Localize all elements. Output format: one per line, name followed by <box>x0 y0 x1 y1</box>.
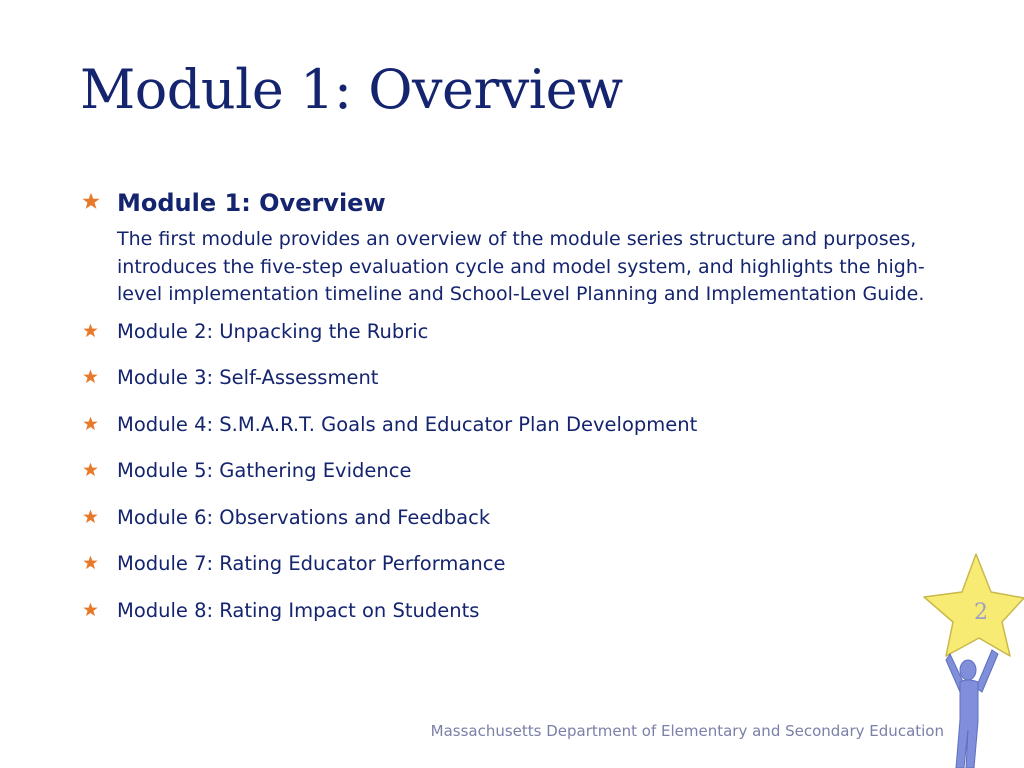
list-item-text: Module 7: Rating Educator Performance <box>117 552 506 575</box>
list-item-module-5 <box>80 458 940 505</box>
list-item-text: Module 3: Self-Assessment <box>117 366 379 389</box>
list-item-module-4 <box>80 412 940 459</box>
list-item-text: Module 5: Gathering Evidence <box>117 459 412 482</box>
star-bullet-icon <box>83 462 98 477</box>
star-bullet-icon <box>83 416 98 431</box>
module-1-description: The first module provides an overview of the module series structure and purposes, introduces the five-step evaluation cycle and model system, and highlights the high-level implementation timeline and School-Level Planning and Implementation Guide. <box>117 228 925 305</box>
list-item-module-2 <box>80 319 940 366</box>
page-number: 2 <box>974 600 988 625</box>
list-item-module-1 <box>80 186 940 309</box>
list-item-text: Module 8: Rating Impact on Students <box>117 598 480 622</box>
list-item-text: Module 2: Unpacking the Rubric <box>117 319 429 343</box>
list-item-module-3 <box>80 365 940 412</box>
star-bullet-icon <box>83 509 98 524</box>
list-item-module-7 <box>80 551 940 598</box>
bullet-list <box>80 186 940 644</box>
list-item-module-6 <box>80 505 940 552</box>
slide-title: Module 1: Overview <box>80 58 623 121</box>
star-bullet-icon <box>82 192 100 210</box>
list-item-text: Module 4: S.M.A.R.T. Goals and Educator Plan Development <box>117 412 698 436</box>
star-bullet-icon <box>83 555 98 570</box>
footer-organization: Massachusetts Department of Elementary and Secondary Education <box>430 722 944 740</box>
module-1-heading: Module 1: Overview <box>117 189 386 217</box>
star-person-icon <box>920 552 1024 768</box>
star-bullet-icon <box>83 602 98 617</box>
star-bullet-icon <box>83 323 98 338</box>
list-item-module-8 <box>80 598 940 645</box>
list-item-text: Module 6: Observations and Feedback <box>117 505 491 529</box>
star-bullet-icon <box>83 369 98 384</box>
